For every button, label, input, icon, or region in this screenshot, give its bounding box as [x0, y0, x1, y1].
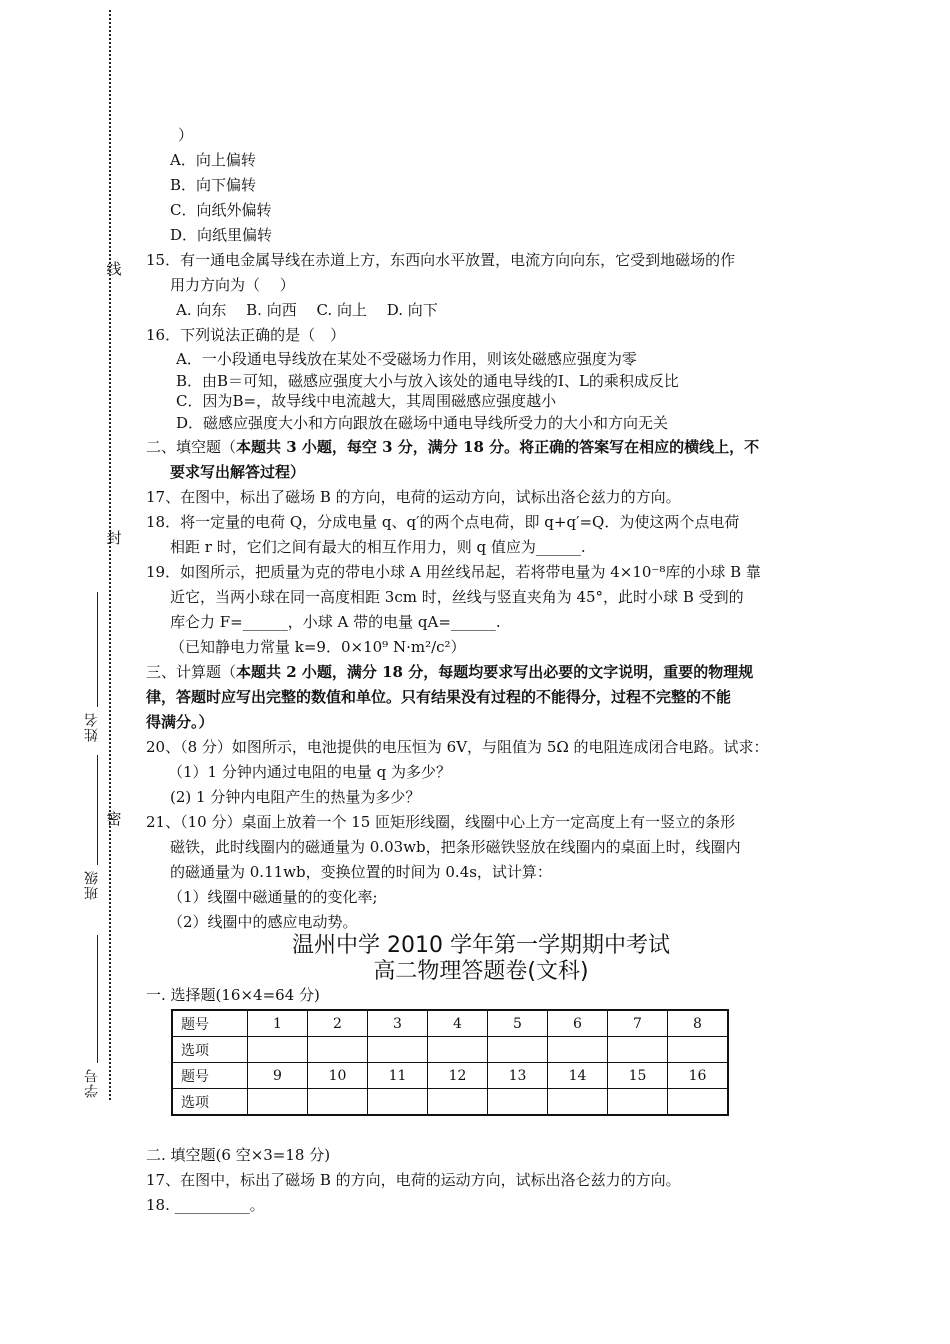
- q15-stem-cont: 用力方向为（ ）: [170, 276, 295, 294]
- row-label-answer: 选项: [172, 1089, 248, 1116]
- answer-sheet-subtitle: 高二物理答题卷(文科): [373, 959, 589, 984]
- q18-stem: 18．将一定量的电荷 Q，分成电量 q、q′的两个点电荷，即 q+q′=Q．为使这两个点电荷: [146, 513, 740, 531]
- q16-option-c: C．因为B=，故导线中电流越大，其周围磁感应强度越小: [176, 392, 557, 410]
- question-number-cell: 11: [368, 1063, 428, 1089]
- answer-cell[interactable]: [668, 1089, 729, 1116]
- q16-option-d: D．磁感应强度大小和方向跟放在磁场中通电导线所受力的大小和方向无关: [176, 414, 669, 432]
- section3-heading-plain: 三、计算题（: [146, 663, 237, 681]
- answer-q18-blank[interactable]: 18. __________。: [146, 1196, 265, 1214]
- row-label-question-number: 题号: [172, 1010, 248, 1037]
- q16-option-b: B．由B＝可知，磁感应强度大小与放入该处的通电导线的I、L的乘积成反比: [176, 372, 679, 390]
- q14-option-a: A．向上偏转: [170, 151, 256, 169]
- seal-char-line: 线: [106, 260, 122, 278]
- answer-cell[interactable]: [248, 1089, 308, 1116]
- answer-cell[interactable]: [488, 1089, 548, 1116]
- question-number-cell: 10: [308, 1063, 368, 1089]
- answer-cell[interactable]: [608, 1089, 668, 1116]
- q15-options: A. 向东 B. 向西 C. 向上 D. 向下: [176, 301, 438, 319]
- table-row: [172, 1063, 728, 1089]
- answer-cell[interactable]: [428, 1089, 488, 1116]
- q20-stem: 20、（8 分）如图所示，电池提供的电压恒为 6V，与阻值为 5Ω 的电阻连成闭合电路。试求：: [146, 738, 769, 756]
- q19-constant-note: （已知静电力常量 k=9．0×10⁹ N·m²/c²）: [170, 638, 466, 656]
- margin-label-name: 姓名: [84, 712, 100, 742]
- question-number-cell: 13: [488, 1063, 548, 1089]
- q16-stem: 16．下列说法正确的是（ ）: [146, 326, 346, 344]
- q18-stem-cont: 相距 r 时，它们之间有最大的相互作用力，则 q 值应为______.: [170, 538, 586, 556]
- question-number-cell: 12: [428, 1063, 488, 1089]
- answer-choice-table: [171, 1009, 729, 1116]
- q21-sub2: （2）线圈中的感应电动势。: [168, 913, 358, 931]
- margin-label-class: 班级: [84, 870, 100, 900]
- name-blank-rule: [97, 592, 98, 707]
- section2-heading-bold: 本题共 3 小题，每空 3 分，满分 18 分。将正确的答案写在相应的横线上，不: [236, 438, 760, 456]
- answer-cell[interactable]: [608, 1037, 668, 1063]
- question-number-cell: 9: [248, 1063, 308, 1089]
- section3-heading: [146, 662, 753, 682]
- margin-label-student-id: 学号: [84, 1068, 100, 1098]
- question-number-cell: 16: [668, 1063, 729, 1089]
- answer-sheet-title: 温州中学 2010 学年第一学期期中考试: [292, 933, 670, 958]
- section2-heading: [146, 437, 759, 457]
- q19-stem-cont2: 库仑力 F=______，小球 A 带的电量 qA=______.: [170, 613, 501, 631]
- table-row: [172, 1010, 728, 1037]
- q16-option-a: A．一小段通电导线放在某处不受磁场力作用，则该处磁感应强度为零: [176, 350, 637, 368]
- answer-cell[interactable]: [548, 1089, 608, 1116]
- answer-sec2-heading: 二. 填空题(6 空×3=18 分): [146, 1146, 331, 1164]
- q20-sub1: （1）1 分钟内通过电阻的电量 q 为多少？: [168, 763, 451, 781]
- row-label-answer: 选项: [172, 1037, 248, 1063]
- answer-cell[interactable]: [548, 1037, 608, 1063]
- answer-cell[interactable]: [368, 1089, 428, 1116]
- question-number-cell: 5: [488, 1010, 548, 1037]
- q21-stem-cont2: 的磁通量为 0.11wb，变换位置的时间为 0.4s，试计算：: [170, 863, 552, 881]
- question-number-cell: 3: [368, 1010, 428, 1037]
- q19-stem-cont1: 近它，当两小球在同一高度相距 3cm 时，丝线与竖直夹角为 45°，此时小球 B 受到的: [170, 588, 744, 606]
- section2-heading-plain: 二、填空题（: [146, 438, 237, 456]
- answer-cell[interactable]: [308, 1089, 368, 1116]
- q20-sub2: (2) 1 分钟内电阻产生的热量为多少？: [170, 788, 421, 806]
- q15-stem: 15．有一通电金属导线在赤道上方，东西向水平放置，电流方向向东，它受到地磁场的作: [146, 251, 736, 269]
- q14-tail: ）: [178, 126, 194, 144]
- table-row: [172, 1089, 728, 1116]
- answer-cell[interactable]: [248, 1037, 308, 1063]
- binding-dotted-line: [109, 10, 111, 1100]
- question-number-cell: 4: [428, 1010, 488, 1037]
- student-id-blank-rule: [97, 935, 98, 1063]
- seal-char-secret: 密: [106, 810, 122, 828]
- seal-char-seal: 封: [106, 529, 122, 547]
- table-row: [172, 1037, 728, 1063]
- answer-cell[interactable]: [368, 1037, 428, 1063]
- answer-cell[interactable]: [488, 1037, 548, 1063]
- class-blank-rule: [97, 755, 98, 865]
- answer-cell[interactable]: [308, 1037, 368, 1063]
- q17-stem: 17、在图中，标出了磁场 B 的方向，电荷的运动方向，试标出洛仑兹力的方向。: [146, 488, 681, 506]
- question-number-cell: 6: [548, 1010, 608, 1037]
- question-number-cell: 7: [608, 1010, 668, 1037]
- answer-cell[interactable]: [668, 1037, 729, 1063]
- section3-heading-cont2: 得满分。）: [146, 713, 214, 731]
- section3-heading-bold: 本题共 2 小题，满分 18 分，每题均要求写出必要的文字说明，重要的物理规: [236, 663, 754, 681]
- question-number-cell: 1: [248, 1010, 308, 1037]
- section2-heading-cont: 要求写出解答过程）: [170, 463, 306, 481]
- q14-option-b: B．向下偏转: [170, 176, 257, 194]
- q21-sub1: （1）线圈中磁通量的的变化率;: [168, 888, 378, 906]
- answer-cell[interactable]: [428, 1037, 488, 1063]
- q21-stem: 21、（10 分）桌面上放着一个 15 匝矩形线圈，线圈中心上方一定高度上有一竖立的条形: [146, 813, 736, 831]
- q21-stem-cont1: 磁铁，此时线圈内的磁通量为 0.03wb，把条形磁铁竖放在线圈内的桌面上时，线圈内: [170, 838, 741, 856]
- q14-option-c: C．向纸外偏转: [170, 201, 272, 219]
- question-number-cell: 8: [668, 1010, 729, 1037]
- question-number-cell: 15: [608, 1063, 668, 1089]
- question-number-cell: 14: [548, 1063, 608, 1089]
- answer-sec1-heading: 一. 选择题(16×4=64 分): [146, 986, 320, 1004]
- q14-option-d: D．向纸里偏转: [170, 226, 273, 244]
- answer-q17: 17、在图中，标出了磁场 B 的方向，电荷的运动方向，试标出洛仑兹力的方向。: [146, 1171, 681, 1189]
- q19-stem: 19．如图所示，把质量为克的带电小球 A 用丝线吊起，若将带电量为 4×10⁻⁸库的小球 B 靠: [146, 563, 761, 581]
- question-number-cell: 2: [308, 1010, 368, 1037]
- row-label-question-number: 题号: [172, 1063, 248, 1089]
- section3-heading-cont1: 律，答题时应写出完整的数值和单位。只有结果没有过程的不能得分，过程不完整的不能: [146, 688, 732, 706]
